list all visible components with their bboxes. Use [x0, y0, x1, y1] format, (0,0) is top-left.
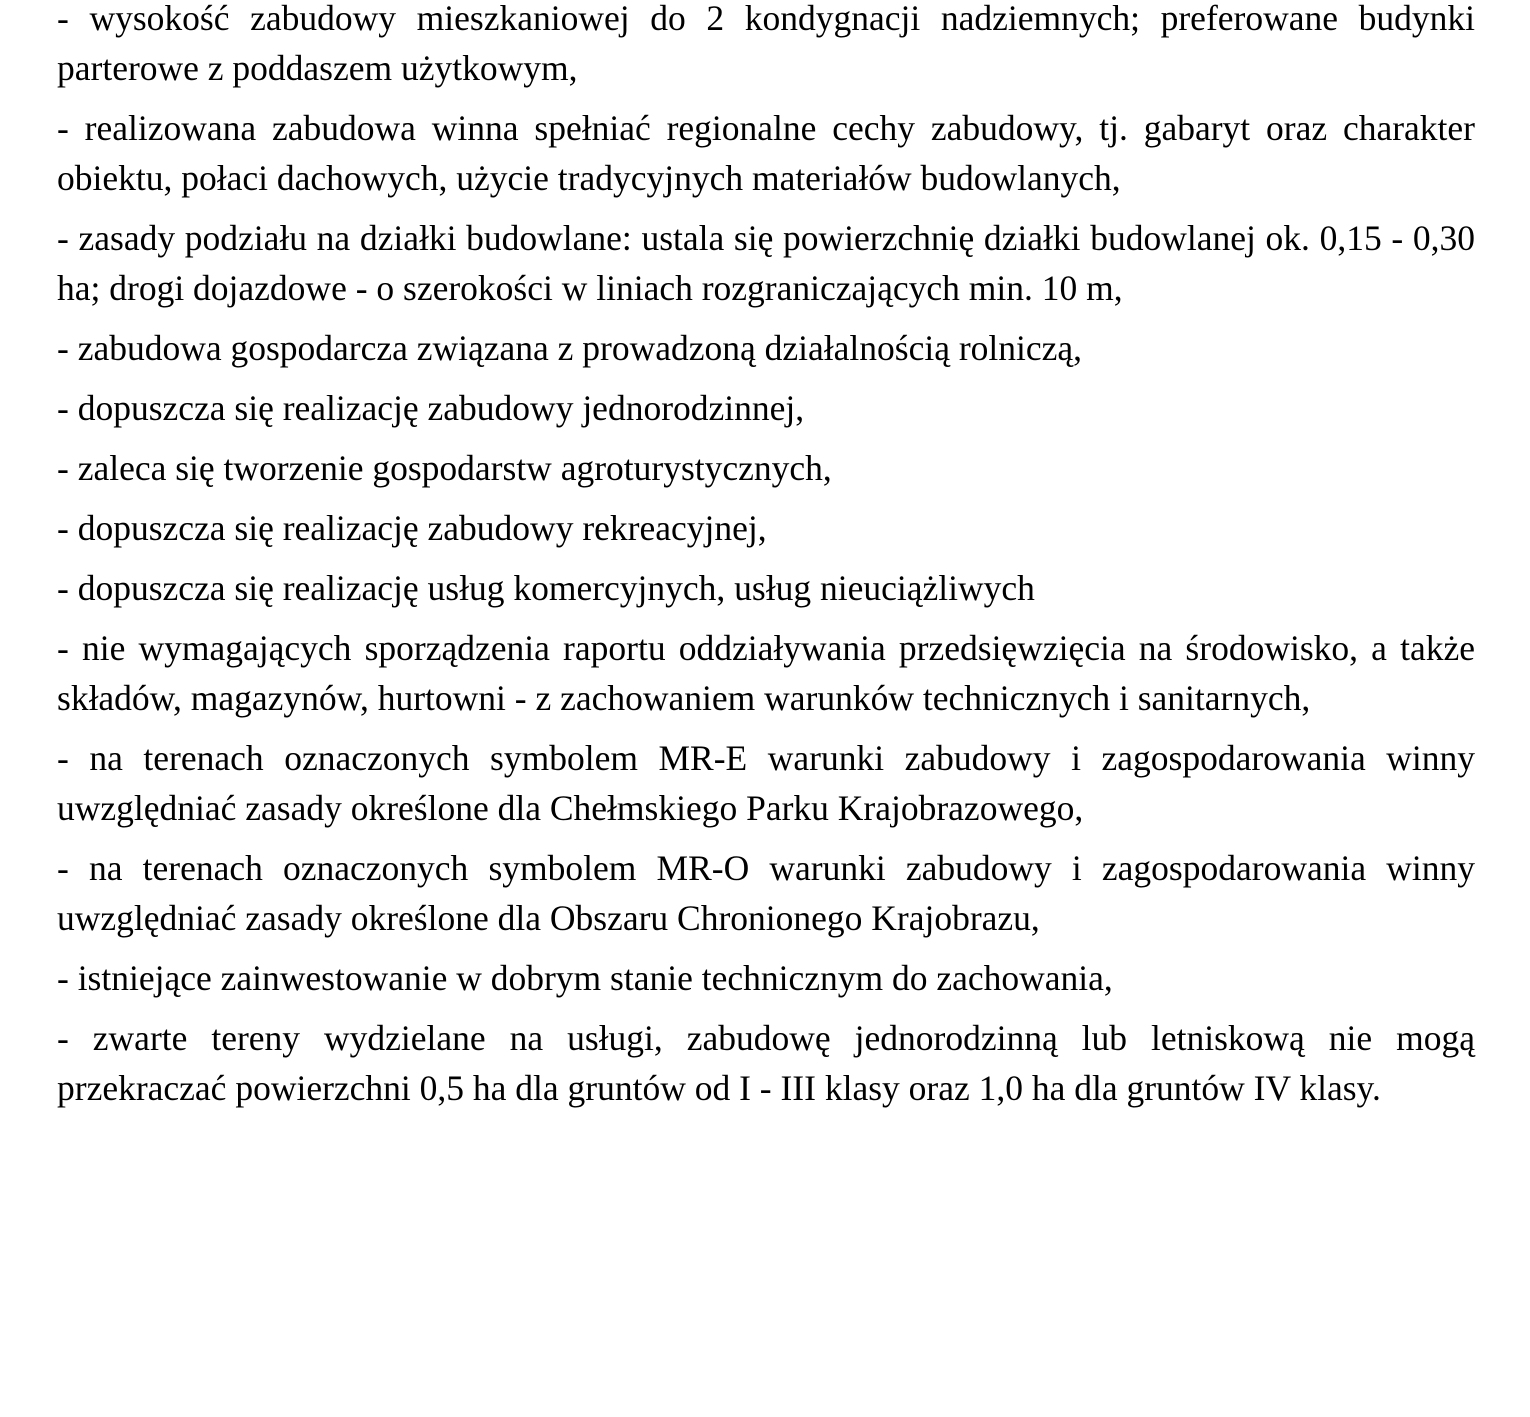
paragraph-mr-o-zone: - na terenach oznaczonych symbolem MR-O warunki zabudowy i zagospodarowania winny uwzględniać zasady określone dla Obszaru Chronionego Krajobrazu,	[57, 848, 1475, 938]
paragraph-mr-e-zone: - na terenach oznaczonych symbolem MR-E warunki zabudowy i zagospodarowania winny uwzględniać zasady określone dla Chełmskiego Parku Krajobrazowego,	[57, 738, 1475, 828]
paragraph-recreational: - dopuszcza się realizację zabudowy rekreacyjnej,	[57, 508, 767, 548]
paragraph-single-family: - dopuszcza się realizację zabudowy jednorodzinnej,	[57, 388, 805, 428]
paragraph-plot-division: - zasady podziału na działki budowlane: ustala się powierzchnię działki budowlanej ok. 0,15 - 0,30 ha; drogi dojazdowe - o szerokości w liniach rozgraniczających min. 10 m,	[57, 218, 1475, 308]
paragraph-farm-buildings: - zabudowa gospodarcza związana z prowadzoną działalnością rolniczą,	[57, 328, 1083, 368]
paragraph-commercial-services: - dopuszcza się realizację usług komercyjnych, usług nieuciążliwych	[57, 568, 1035, 608]
paragraph-compact-areas: - zwarte tereny wydzielane na usługi, zabudowę jednorodzinną lub letniskową nie mogą przekraczać powierzchni 0,5 ha dla gruntów od I - III klasy oraz 1,0 ha dla gruntów IV klasy.	[57, 1018, 1475, 1108]
paragraph-environmental-report: - nie wymagających sporządzenia raportu oddziaływania przedsięwzięcia na środowisko, a także składów, magazynów, hurtowni - z zachowaniem warunków technicznych i sanitarnych,	[57, 628, 1475, 718]
paragraph-building-height: - wysokość zabudowy mieszkaniowej do 2 kondygnacji nadziemnych; preferowane budynki parterowe z poddaszem użytkowym,	[57, 0, 1475, 88]
paragraph-regional-features: - realizowana zabudowa winna spełniać regionalne cechy zabudowy, tj. gabaryt oraz charakter obiektu, połaci dachowych, użycie tradycyjnych materiałów budowlanych,	[57, 108, 1475, 198]
document-page	[57, 0, 1475, 1123]
paragraph-agrotourism: - zaleca się tworzenie gospodarstw agroturystycznych,	[57, 448, 832, 488]
paragraph-existing-investment: - istniejące zainwestowanie w dobrym stanie technicznym do zachowania,	[57, 958, 1113, 998]
